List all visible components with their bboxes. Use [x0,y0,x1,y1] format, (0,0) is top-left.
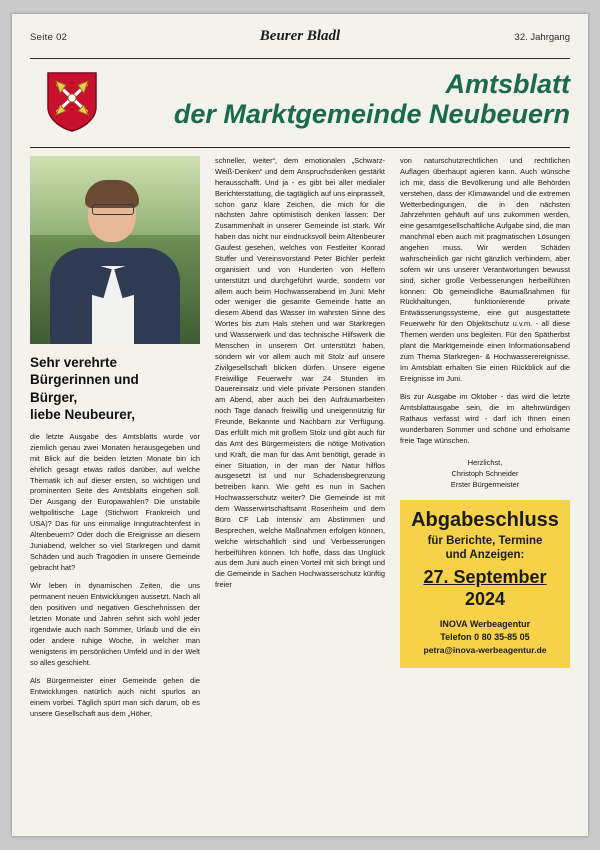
ad-email[interactable]: petra@inova-werbeagentur.de [423,644,547,655]
signature-greeting: Herzlichst, [467,457,503,467]
salutation-line-2: Bürgerinnen und [30,372,139,388]
title-divider [30,147,570,148]
signature-name: Christoph Schneider [451,468,519,478]
article-columns [30,156,570,846]
paragraph: Wir leben in dynamischen Zeiten, die uns permanent neuen Entwicklungen aussetzt. Nach all den positiven und negativen Geschehnissen der letzten Monate und Jahren sehnt sich wohl jeder irgendwie auch nach Sommer, Urlaub und die ein oder andere ruhige Woche, in welcher man wenigstens im persönlichen Umfeld und in der Welt so alles geschieht. [30,581,200,667]
paragraph: Als Bürgermeister einer Gemeinde gehen die Entwicklungen natürlich auch nicht spurlos an einem vorbei. Täglich spürt man sich darum, ob es unsere Gesellschaft aus dem „Höher, [30,676,200,719]
paragraph: Bis zur Ausgabe im Oktober - das wird die letzte Amtsblattausgabe sein, die im altehrwürdigen Rathaus verfasst wird - darf ich Ihnen einen wunderbaren Sommer und schöne und erholsame freie Tage wünschen. [400,392,570,445]
signature-role: Erster Bürgermeister [450,479,520,489]
salutation-line-1: Sehr verehrte [30,355,118,370]
column-3 [400,156,570,668]
ad-subtitle-line-1: für Berichte, Termine [427,535,543,548]
salutation-heading [30,354,200,423]
signature-block [400,457,570,490]
ad-company-name: INOVA Werbeagentur [439,618,531,629]
ad-subtitle [406,534,564,562]
publication-title: Beurer Bladl [259,28,341,44]
ad-title: Abgabeschluss [411,509,559,532]
column-2 [215,156,385,591]
ad-subtitle-line-2: und Anzeigen: [445,549,525,562]
page-number-label: Seite 02 [30,32,68,43]
volume-label: 32. Jahrgang [514,32,570,43]
mayor-portrait-photo [30,156,200,344]
page-title-line1: Amtsblatt [445,69,570,99]
coat-of-arms-icon [46,71,98,133]
deadline-advertisement [400,500,570,668]
title-block [30,69,570,141]
salutation-line-3: Bürger, [30,389,78,405]
masthead [30,28,570,59]
page-title-line2: der Marktgemeinde Neubeuern [173,99,570,130]
paragraph: schneller, weiter“, dem emotionalen „Schwarz-Weiß-Denken“ und dem Anspruchsdenken gestärkt herausschafft. Und ja - es gibt bei aller medialer Berichterstattung, die tagtäglich auf uns einprasselt, schon ganz klare Zeichen, die mich für die nächsten Jahre optimistisch denken lassen: Der Zusammenhalt in unserer Gemeinde ist stark. Wir haben das nicht nur eindrucksvoll beim Altenbeurer Gaufest gesehen, welches von Festleiter Konrad Stuffer und Vereinsvorstand Peter Bichler perfekt organisiert und von Hunderten von Helfern unterstützt und durchgeführt wurde, sondern vor allem auch beim Hochwasserabend im Juni: Mehr oder weniger die gesamte Gemeinde hatte an diesem Abend das Wasser im wahrsten Sinne des Wortes bis zum Hals stehen und war Starkregen und Wasserwerk und das technische Hilfswerk die Menschen in unserem Ort unterstützt haben, sondern wir vor allem auch mit Stolz auf unsere Zivilgesellschaft blicken dürfen. Unsere eigene Freiwillige Feuerwehr war 24 Stunden im Dauereinsatz und viele private Personen standen am Abend, aber auch bei den Aufräumarbeiten noch Tage danach freiwillig und uneigennützig für Freunde, Bekannte und Nachbarn zur Verfügung. Das erfüllt mich mit großem Stolz und gibt auch für das Amt des Bürgermeisters die nötige Motivation und Kraft, die man für das Amt benötigt, gerade in einer Situation, in der man der Natur hilflos ausgesetzt ist und nur Schadensbegrenzung betreiben kann. Wie geht es nun in Sachen Hochwasserschutz weiter? Die Gemeinde ist mit dem Wasserwirtschaftsamt Rosenheim und dem Büro CF Lab intensiv am Abstimmen und Besprechen, welche Maßnahmen erfolgen können, welche wirtschaftlich sind und Verbesserungen herbeiführen können. Ich hoffe, dass das Unglück aus dem Juni auch einen Vorteil mit sich bringt und die Gemeinde in Sachen Hochwasserschutz künftig freier [215,156,385,590]
page-title [126,69,570,129]
salutation-line-4: liebe Neubeurer, [30,406,136,422]
column-1 [30,156,200,720]
paragraph: von naturschutzrechtlichen und rechtlichen Auflagen überhaupt agieren kann. Auch wünsche ich mir, dass die Bevölkerung und alle Behörden verstehen, dass der Klimawandel und die extremen Wetterbedingungen, die in den nächsten Jahrzehnten gehäuft auf uns zukommen werden, eine gesamtgesellschaftliche Aufgabe sind, die man manchmal eben auch mit pragmatischen Lösungen angehen muss. Wir werden Schäden wahrscheinlich gar nicht gänzlich verhindern, aber sofern wir uns unserer Verantwortungen bewusst sind, sicher große Verbesserungen herbeiführen können: Ob gemeindliche Baumaßnahmen für Rückhaltungen, funktionierende private Entwässerungssysteme, eine gut ausgestattete Feuerwehr für den Objektschutz u.v.m. - all diese Themen werden uns begleiten. Für den Spätherbst plant die Marktgemeinde einen Informationsabend zum Thema Starkregen- & Hochwasserereignisse. Im Amtsblatt erhalten Sie einen Rückblick auf die Ereignisse im Juni. [400,156,570,383]
newspaper-page [12,14,588,836]
ad-phone: Telefon 0 80 35-85 05 [440,631,530,642]
ad-deadline-date: 27. September [423,567,547,588]
paragraph: die letzte Ausgabe des Amtsblatts wurde vor ziemlich genau zwei Monaten herausgegeben und mit Blick auf die beiden letzten Monate bin ich ehrlich gesagt etwas ratlos darüber, auf welche Thematik ich auf dieser ersten, so wichtigen und prominenten Seite des Amtsblatts eingehen soll. Der Ausgang der Europawahlen? Die unstabile weltpolitische Lage (Stichwort Frankreich und USA)? Das für uns einmalige Inngutrachtenfest in Altenbeuern? Oder doch die Ereignisse an diesem Juniabend, welcher so viel Starkregen und damit Schäden und auch Tragödien in unsere Gemeinde gebracht hat? [30,432,200,572]
ad-deadline-year: 2024 [464,588,506,609]
